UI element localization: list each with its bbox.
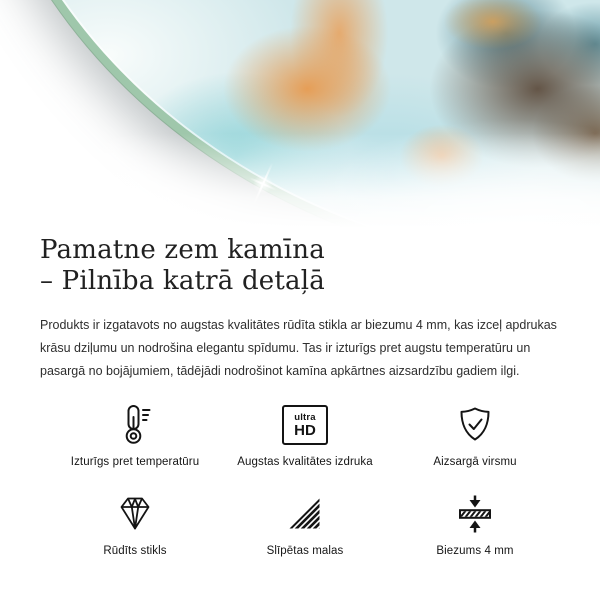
- feature-label: Augstas kvalitātes izdruka: [237, 456, 373, 468]
- page-title-line1: Pamatne zem kamīna: [40, 235, 325, 265]
- ultra-hd-text-big: HD: [294, 421, 316, 439]
- glass-disk-image: [0, 0, 600, 230]
- thickness-icon: [455, 492, 495, 536]
- content-section: [0, 230, 600, 557]
- feature-tempered-glass: [50, 492, 220, 557]
- feature-print-quality: [220, 403, 390, 468]
- feature-thickness: [390, 492, 560, 557]
- page-title: [40, 235, 570, 297]
- ultra-hd-icon: [282, 403, 328, 447]
- feature-label: Aizsargā virsmu: [433, 456, 517, 468]
- shield-check-icon: [455, 403, 495, 447]
- page-title-line2: – Pilnība katrā detaļā: [40, 266, 325, 296]
- feature-label: Rūdīts stikls: [103, 545, 167, 557]
- feature-label: Slīpētas malas: [266, 545, 344, 557]
- thermometer-icon: [115, 403, 155, 447]
- ultra-hd-text-small: ultra: [294, 411, 316, 423]
- feature-protects-surface: [390, 403, 560, 468]
- feature-label: Izturīgs pret temperatūru: [70, 456, 200, 468]
- feature-label: Biezums 4 mm: [436, 545, 514, 557]
- product-description: Produkts ir izgatavots no augstas kvalitātes rūdīta stikla ar biezumu 4 mm, kas izceļ apdrukas krāsu dziļumu un nodrošina elegantu spīdumu. Tas ir izturīgs pret augstu temperatūru un pasargā no bojājumiem, tādējādi nodrošinot kamīna apkārtnes aizsardzību gadiem ilgi.: [40, 318, 557, 378]
- feature-temperature: [50, 403, 220, 468]
- feature-polished-edges: [220, 492, 390, 557]
- bevel-edges-icon: [285, 492, 325, 536]
- hero-product-image: [0, 0, 600, 230]
- diamond-icon: [115, 492, 155, 536]
- features-grid: [40, 403, 570, 557]
